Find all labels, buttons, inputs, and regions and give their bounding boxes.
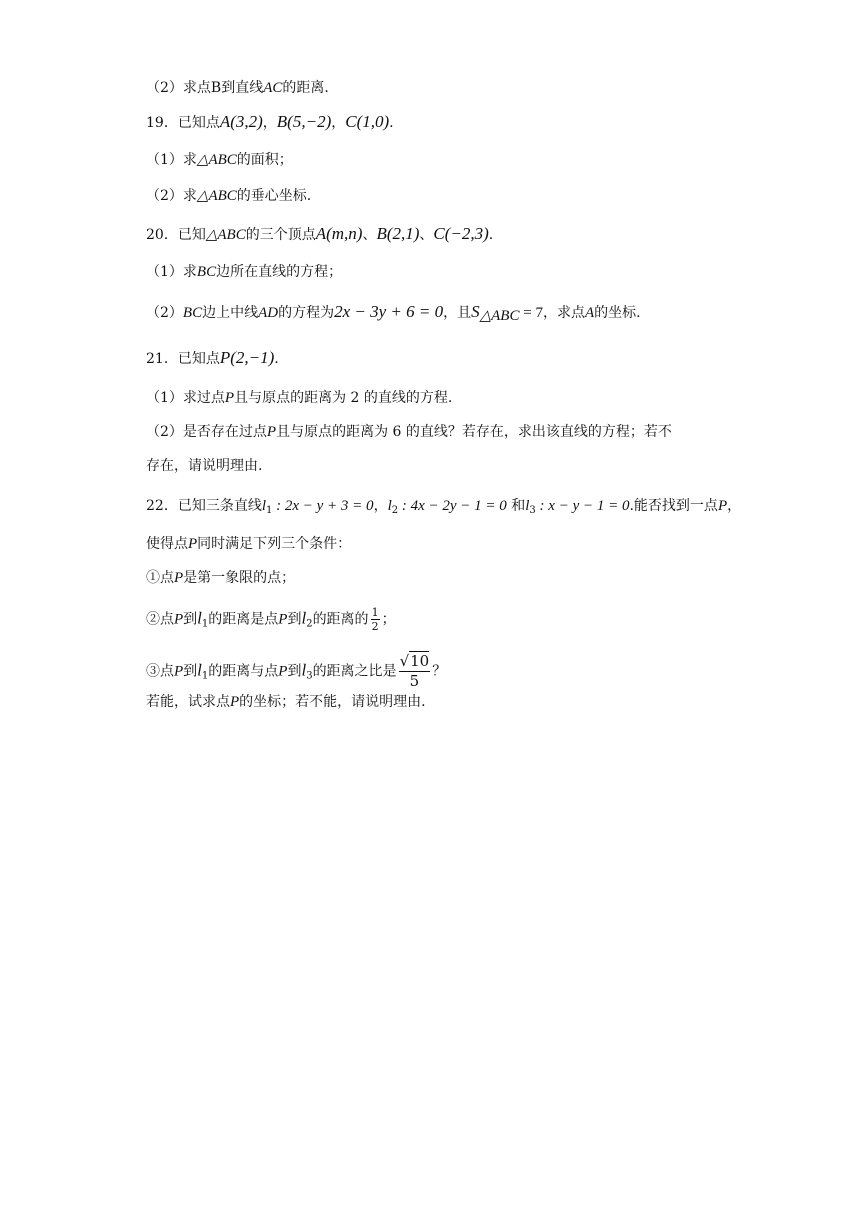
point-p: P: [278, 663, 288, 680]
condition-text-end: 是第一象限的点；: [183, 570, 296, 586]
sqrt-radicand: 10: [410, 652, 430, 670]
q20-part2: [146, 302, 641, 328]
point-c: C(−2,3): [433, 224, 489, 243]
q22-text: 使得点: [146, 536, 188, 552]
triangle-abc: △ABC: [196, 188, 237, 204]
q22-line2: [146, 534, 351, 554]
point-p: P: [717, 498, 728, 514]
line-l1: l: [197, 660, 202, 680]
closing-text-end: 的坐标；若不能，请说明理由.: [239, 694, 426, 710]
separator: ，: [331, 115, 346, 131]
math-ac: AC: [263, 80, 283, 96]
condition-text-end: ；: [381, 611, 396, 628]
point-a: A(m,n): [315, 224, 363, 243]
q18-p2-text-end: 的距离.: [282, 80, 329, 96]
period: .: [389, 115, 394, 131]
subscript: 2: [306, 618, 313, 630]
area-value: = 7: [519, 305, 543, 321]
q22-number: 22．已知三条直线: [146, 498, 262, 514]
q21-p1-text: （1）求过点: [146, 390, 225, 406]
q22-text-end: 同时满足下列三个条件：: [197, 536, 352, 552]
q21-part1: [146, 388, 452, 408]
condition-text: 到: [183, 611, 198, 628]
area-subscript: △ABC: [479, 308, 520, 324]
triangle-abc: △ABC: [205, 227, 246, 243]
q20-p2-text-e: ，求点: [542, 305, 585, 321]
subscript: 1: [201, 618, 209, 630]
q21-p1-text-end: 且与原点的距离为 2 的直线的方程.: [234, 390, 453, 406]
point-p: P: [174, 611, 184, 628]
condition-text: ①点: [146, 570, 174, 586]
q20-p2-text-d: ，且: [443, 305, 472, 321]
q19-p2-text-end: 的垂心坐标.: [236, 188, 312, 204]
sqrt-symbol: √: [399, 652, 410, 670]
q20-p1-text: （1）求: [146, 264, 197, 280]
q21-p2-text-b: 且与原点的距离为 6 的直线？若存在，求出该直线的方程；若不: [276, 424, 672, 440]
point-p: P: [278, 611, 288, 628]
condition-text: 到: [287, 611, 302, 628]
subscript: 1: [201, 670, 209, 682]
q20-number: 20．已知: [146, 227, 206, 243]
q20-text: 的三个顶点: [245, 227, 316, 243]
q22-condition-1: [146, 568, 295, 588]
q20-part1: [146, 262, 342, 282]
conjunction: 和: [506, 498, 526, 514]
q21-stem: [146, 348, 279, 369]
q20-stem: [146, 224, 493, 245]
q19-p1-text: （1）求: [146, 152, 197, 168]
line-l3: l: [525, 498, 530, 514]
q21-p2-text-end: 存在，请说明理由.: [146, 458, 263, 474]
triangle-abc: △ABC: [196, 152, 237, 168]
point-p: P: [188, 536, 198, 552]
condition-text: ②点: [146, 611, 174, 628]
separator: ，: [262, 115, 277, 131]
q21-part2: [146, 422, 672, 442]
condition-text-end: ？: [432, 663, 447, 680]
point-p: P: [224, 390, 235, 406]
q19-p2-text: （2）求: [146, 188, 197, 204]
line-l2: l: [301, 608, 307, 628]
condition-text: 的距离是点: [208, 611, 279, 628]
q20-p2-text-c: 的方程为: [278, 305, 335, 321]
period: .: [488, 227, 494, 243]
q20-p2-text-end: 的坐标.: [594, 305, 641, 321]
q20-p2-text-b: 边上中线: [202, 305, 259, 321]
period: .: [274, 351, 279, 367]
q21-part2-cont: [146, 456, 262, 476]
q19-stem: [146, 112, 394, 133]
q20-p1-text-end: 边所在直线的方程；: [216, 264, 343, 280]
line-l3: l: [301, 660, 307, 680]
line-l1: l: [197, 608, 202, 628]
fraction-denominator: 5: [409, 672, 420, 690]
line-l1: l: [261, 498, 266, 514]
point-c: C(1,0): [345, 112, 390, 131]
q22-question: .能否找到一点: [629, 498, 718, 514]
segment-bc: BC: [182, 305, 203, 321]
equation-l1: : 2x − y + 3 = 0: [272, 498, 374, 514]
point-b: B(2,1): [376, 224, 420, 243]
subscript: 3: [529, 505, 536, 516]
condition-text: 的距离与点: [208, 663, 279, 680]
q20-p2-text: （2）: [146, 305, 183, 321]
q21-number: 21．已知点: [146, 351, 220, 367]
point-p: P(2,−1): [219, 348, 275, 367]
q22-stem: [146, 496, 741, 521]
closing-text: 若能，试求点: [146, 694, 230, 710]
q19-part2: [146, 186, 311, 206]
segment-ad: AD: [258, 305, 279, 321]
point-b: B(5,−2): [276, 112, 332, 131]
separator: 、: [362, 227, 377, 243]
q22-condition-3: [146, 652, 446, 691]
separator: 、: [419, 227, 434, 243]
separator: ，: [373, 498, 388, 514]
area-symbol: S: [471, 302, 480, 321]
q22-condition-2: [146, 606, 396, 635]
fraction-numerator: [399, 652, 431, 672]
subscript: 1: [266, 505, 273, 516]
q21-p2-text: （2）是否存在过点: [146, 424, 267, 440]
line-l2: l: [387, 498, 392, 514]
point-p: P: [230, 694, 240, 710]
condition-text: 到: [183, 663, 198, 680]
subscript: 3: [306, 670, 313, 682]
point-p: P: [174, 570, 184, 586]
condition-text: 的距离的: [312, 611, 369, 628]
equation-ad: 2x − 3y + 6 = 0: [334, 302, 444, 321]
equation-l2: : 4x − 2y − 1 = 0: [398, 498, 507, 514]
q18-p2-text: （2）求点B到直线: [146, 80, 264, 96]
point-a: A: [584, 305, 595, 321]
q19-part1: [146, 150, 293, 170]
equation-l3: : x − y − 1 = 0: [535, 498, 630, 514]
fraction-one-half: [371, 606, 380, 633]
fraction-numerator: 1: [371, 606, 379, 619]
q19-number: 19．已知点: [146, 115, 220, 131]
fraction-denominator: 2: [371, 620, 379, 633]
q22-closing: [146, 692, 426, 712]
subscript: 2: [391, 505, 399, 516]
point-p: P: [174, 663, 184, 680]
segment-bc: BC: [196, 264, 217, 280]
condition-text: ③点: [146, 663, 174, 680]
q19-p1-text-end: 的面积；: [236, 152, 293, 168]
separator: ，: [727, 498, 742, 514]
condition-text: 的距离之比是: [312, 663, 397, 680]
point-a: A(3,2): [219, 112, 263, 131]
fraction-sqrt10-over-5: [399, 652, 431, 691]
q18-part2: [146, 78, 329, 98]
point-p: P: [266, 424, 277, 440]
condition-text: 到: [287, 663, 302, 680]
